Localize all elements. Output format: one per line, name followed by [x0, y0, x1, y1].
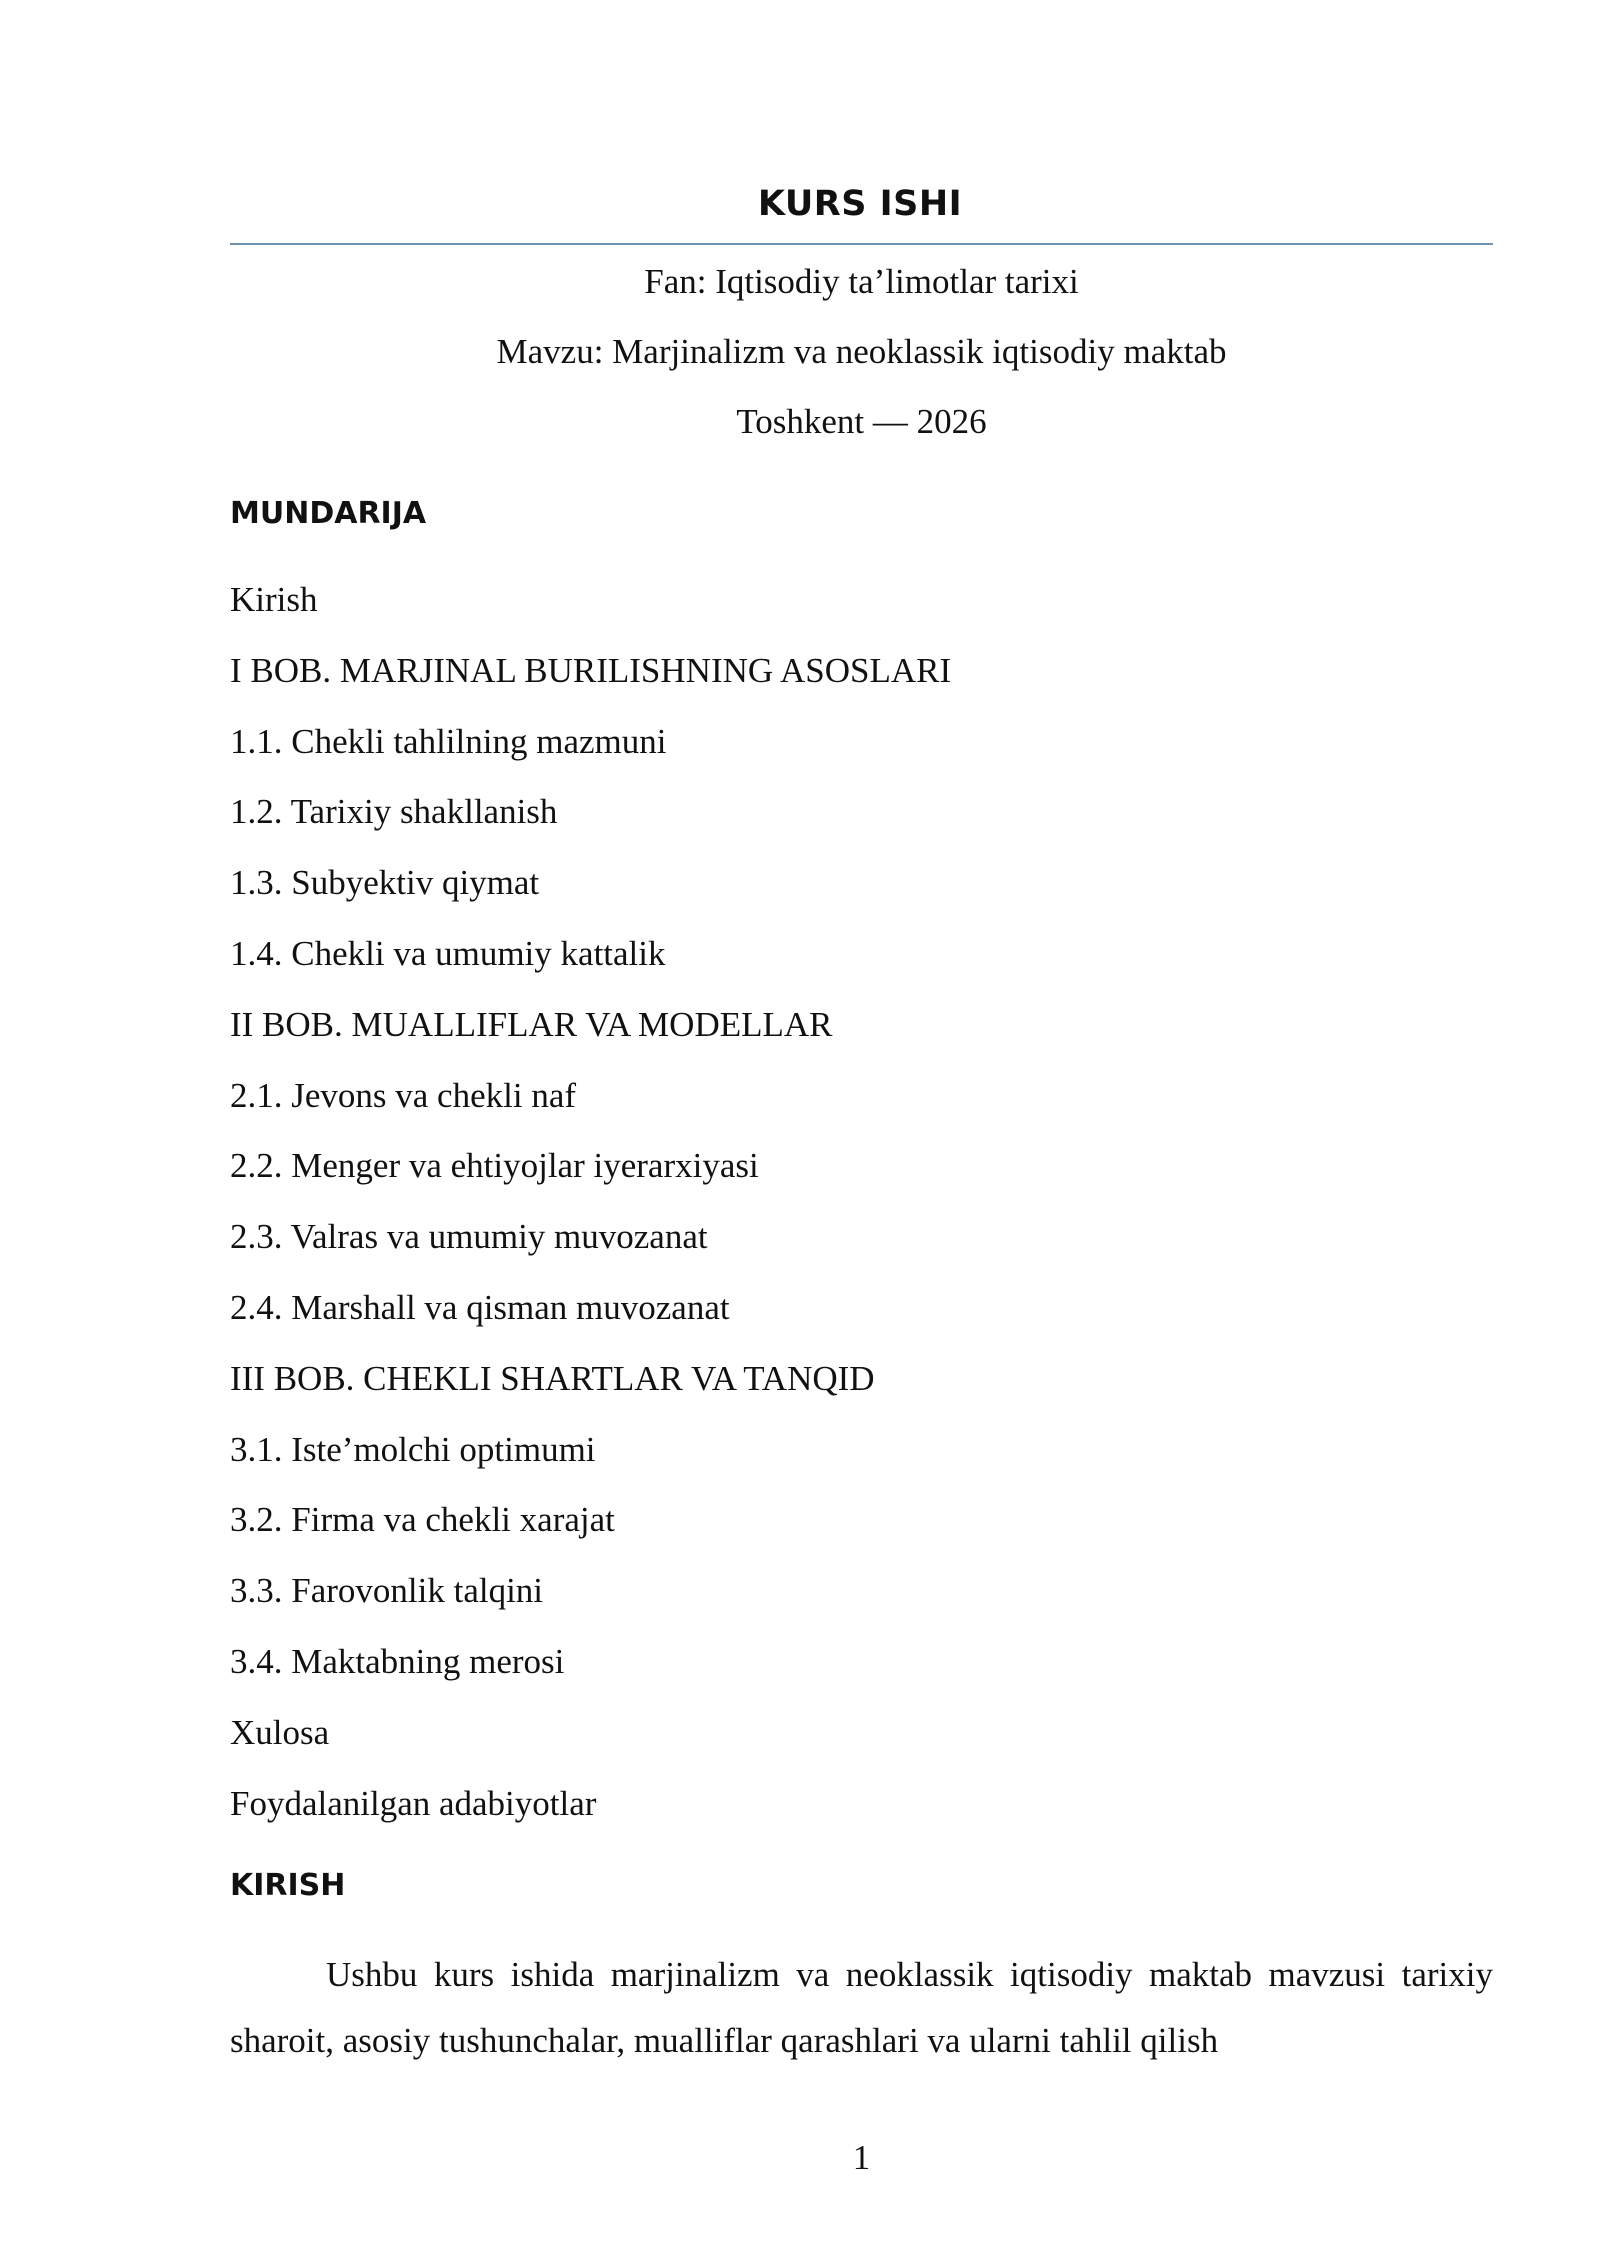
table-of-contents [230, 572, 951, 1846]
intro-heading: KIRISH [230, 1868, 346, 1903]
toc-item: 1.1. Chekli tahlilning mazmuni [230, 721, 667, 761]
place-year-line: Toshkent — 2026 [736, 402, 987, 441]
page-number: 1 [852, 2138, 871, 2177]
toc-item: 3.2. Firma va chekli xarajat [230, 1500, 615, 1540]
toc-item: 2.3. Valras va umumiy muvozanat [230, 1217, 708, 1257]
subject-line: Fan: Iqtisodiy ta’limotlar tarixi [644, 262, 1079, 301]
document-title: KURS ISHI [757, 184, 963, 224]
intro-paragraph: Ushbu kurs ishida marjinalizm va neoklassik iqtisodiy maktab mavzusi tarixiy sharoit, asosiy tushunchalar, mualliflar qarashlari va ularni tahlil qilish [230, 1955, 1493, 2060]
toc-item: 2.4. Marshall va qisman muvozanat [230, 1287, 730, 1327]
toc-item: 1.3. Subyektiv qiymat [230, 863, 540, 903]
toc-item: Foydalanilgan adabiyotlar [230, 1783, 597, 1823]
toc-item: 3.4. Maktabning merosi [230, 1641, 565, 1681]
toc-item: Xulosa [230, 1712, 330, 1752]
toc-item: 1.2. Tarixiy shakllanish [230, 792, 558, 832]
toc-item: 1.4. Chekli va umumiy kattalik [230, 933, 666, 973]
toc-item: 2.2. Menger va ehtiyojlar iyerarxiyasi [230, 1146, 759, 1186]
topic-line: Mavzu: Marjinalizm va neoklassik iqtisodiy maktab [496, 332, 1227, 371]
toc-item: 2.1. Jevons va chekli naf [230, 1075, 577, 1115]
toc-heading: MUNDARIJA [230, 496, 427, 531]
title-divider [230, 243, 1493, 245]
toc-item: 3.1. Iste’molchi optimumi [230, 1429, 596, 1469]
toc-item: II BOB. MUALLIFLAR VA MODELLAR [230, 1004, 833, 1044]
toc-item: III BOB. CHEKLI SHARTLAR VA TANQID [230, 1358, 875, 1398]
toc-item: 3.3. Farovonlik talqini [230, 1571, 544, 1611]
toc-item: Kirish [230, 580, 318, 619]
toc-item: I BOB. MARJINAL BURILISHNING ASOSLARI [230, 650, 952, 690]
